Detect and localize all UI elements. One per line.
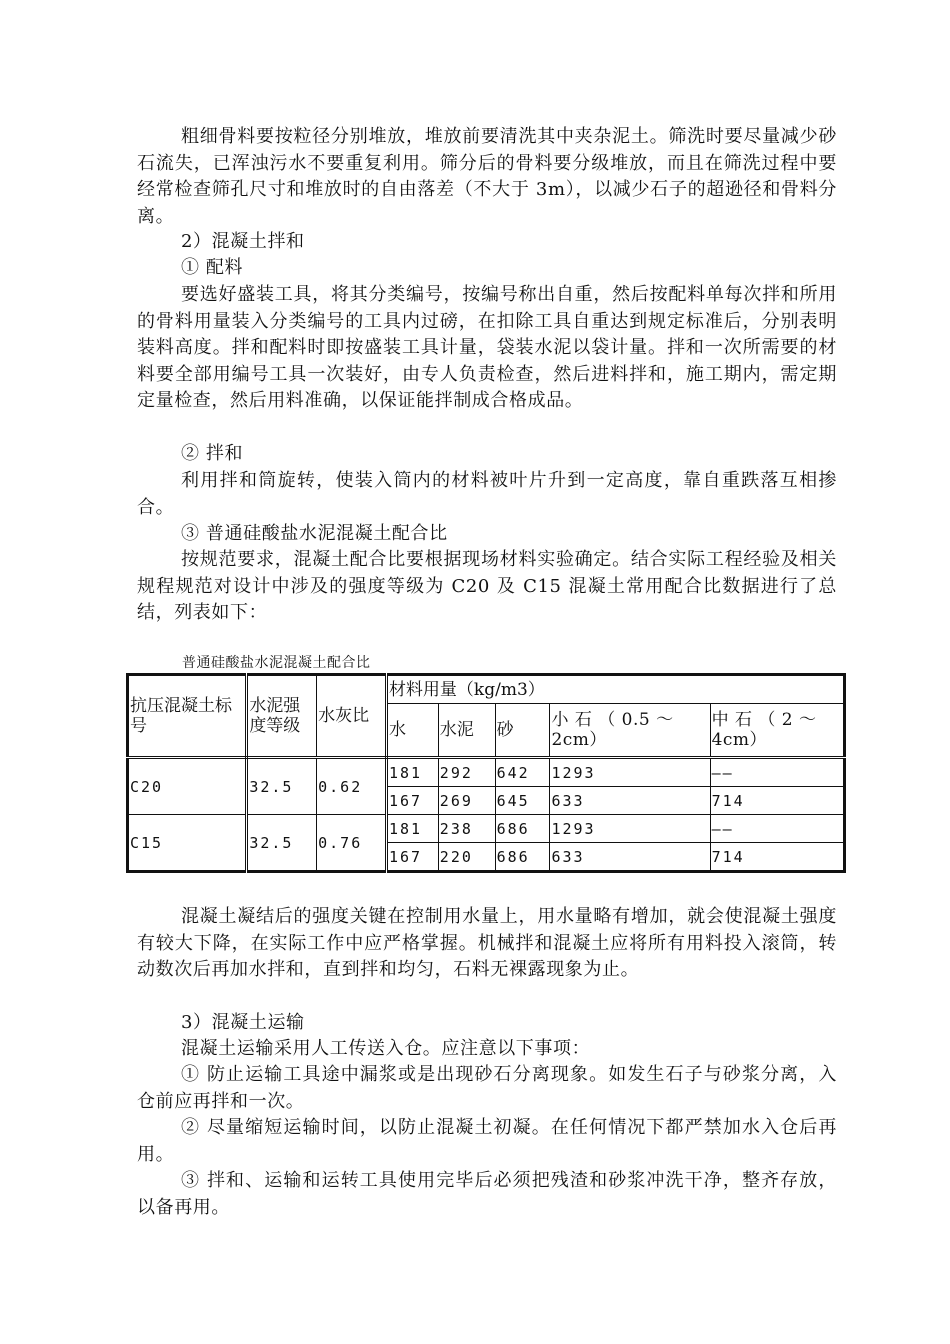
paragraph-aggregate-washing: 粗细骨料要按粒径分别堆放，堆放前要清洗其中夹杂泥土。筛洗时要尽量减少砂石流失，已浑浊污水不要重复利用。筛分后的骨料要分级堆放，而且在筛洗过程中要经常检查筛孔尺寸和堆放时的自由落差（不大于 3m），以减少石子的超逊径和骨料分离。 <box>137 126 837 227</box>
cell-medium-stone: 714 <box>710 843 844 872</box>
cell-sand: 642 <box>495 758 550 787</box>
header-water: 水 <box>386 704 438 758</box>
cell-small-stone: 1293 <box>550 758 710 787</box>
cell-medium-stone: —— <box>710 758 844 787</box>
cell-sand: 686 <box>495 843 550 872</box>
cell-small-stone: 1293 <box>550 815 710 843</box>
heading-stirring: ② 拌和 <box>181 443 244 464</box>
cell-cement: 238 <box>438 815 495 843</box>
cell-water: 167 <box>386 843 438 872</box>
header-sand: 砂 <box>495 704 550 758</box>
cell-cement: 269 <box>438 787 495 815</box>
header-cement-grade: 水泥强度等级 <box>247 675 317 758</box>
heading-batching: ① 配料 <box>181 257 244 278</box>
cell-wc-ratio: 0.76 <box>317 815 387 872</box>
heading-mix-ratio: ③ 普通硅酸盐水泥混凝土配合比 <box>181 523 448 544</box>
cell-water: 181 <box>386 815 438 843</box>
header-grade: 抗压混凝土标 号 <box>128 675 247 758</box>
header-medium-stone: 中 石 （ 2 ～ 4cm） <box>710 704 844 758</box>
table-header-row <box>128 675 845 704</box>
paragraph-batching: 要选好盛装工具，将其分类编号，按编号称出自重，然后按配料单每次拌和所用的骨料用量装入分类编号的工具内过磅，在扣除工具自重达到规定标准后，分别表明装料高度。拌和配料时即按盛装工具计量，袋装水泥以袋计量。拌和一次所需要的材料要全部用编号工具一次装好，由专人负责检查，然后进料拌和，施工期内，需定期定量检查，然后用料准确，以保证能拌制成合格成品。 <box>137 284 837 412</box>
cell-grade: C15 <box>128 815 247 872</box>
paragraph-stirring: 利用拌和筒旋转，使装入筒内的材料被叶片升到一定高度，靠自重跌落互相掺合。 <box>137 470 837 518</box>
list-item-transport-2: ② 尽量缩短运输时间，以防止混凝土初凝。在任何情况下都严禁加水入仓后再用。 <box>137 1117 837 1165</box>
mix-ratio-table <box>126 673 846 873</box>
table-caption: 普通硅酸盐水泥混凝土配合比 <box>182 655 371 671</box>
header-small-stone: 小 石 （ 0.5 ～ 2cm） <box>550 704 710 758</box>
heading-transport: 3）混凝土运输 <box>181 1012 305 1033</box>
cell-medium-stone: —— <box>710 815 844 843</box>
cell-medium-stone: 714 <box>710 787 844 815</box>
heading-mixing: 2）混凝土拌和 <box>181 231 305 252</box>
cell-grade: C20 <box>128 758 247 815</box>
cell-cement: 220 <box>438 843 495 872</box>
list-item-transport-3: ③ 拌和、运输和运转工具使用完毕后必须把残渣和砂浆冲洗干净，整齐存放，以备再用。 <box>137 1170 837 1218</box>
cell-cement-grade: 32.5 <box>247 815 317 872</box>
cell-water: 181 <box>386 758 438 787</box>
cell-sand: 686 <box>495 815 550 843</box>
header-materials: 材料用量（kg/m3） <box>386 675 844 704</box>
table-row <box>128 758 845 787</box>
cell-water: 167 <box>386 787 438 815</box>
header-wc-ratio: 水灰比 <box>317 675 387 758</box>
paragraph-mix-ratio: 按规范要求，混凝土配合比要根据现场材料实验确定。结合实际工程经验及相关规程规范对设计中涉及的强度等级为 C20 及 C15 混凝土常用配合比数据进行了总结，列表如下： <box>137 549 837 624</box>
cell-cement: 292 <box>438 758 495 787</box>
cell-sand: 645 <box>495 787 550 815</box>
header-cement: 水泥 <box>438 704 495 758</box>
cell-small-stone: 633 <box>550 787 710 815</box>
cell-cement-grade: 32.5 <box>247 758 317 815</box>
table-row <box>128 815 845 843</box>
paragraph-water-control: 混凝土凝结后的强度关键在控制用水量上，用水量略有增加，就会使混凝土强度有较大下降，在实际工作中应严格掌握。机械拌和混凝土应将所有用料投入滚筒，转动数次后再加水拌和，直到拌和均匀，石料无裸露现象为止。 <box>137 906 837 981</box>
cell-wc-ratio: 0.62 <box>317 758 387 815</box>
cell-small-stone: 633 <box>550 843 710 872</box>
paragraph-transport-intro: 混凝土运输采用人工传送入仓。应注意以下事项： <box>181 1038 591 1059</box>
list-item-transport-1: ① 防止运输工具途中漏浆或是出现砂石分离现象。如发生石子与砂浆分离，入仓前应再拌和一次。 <box>137 1064 837 1112</box>
